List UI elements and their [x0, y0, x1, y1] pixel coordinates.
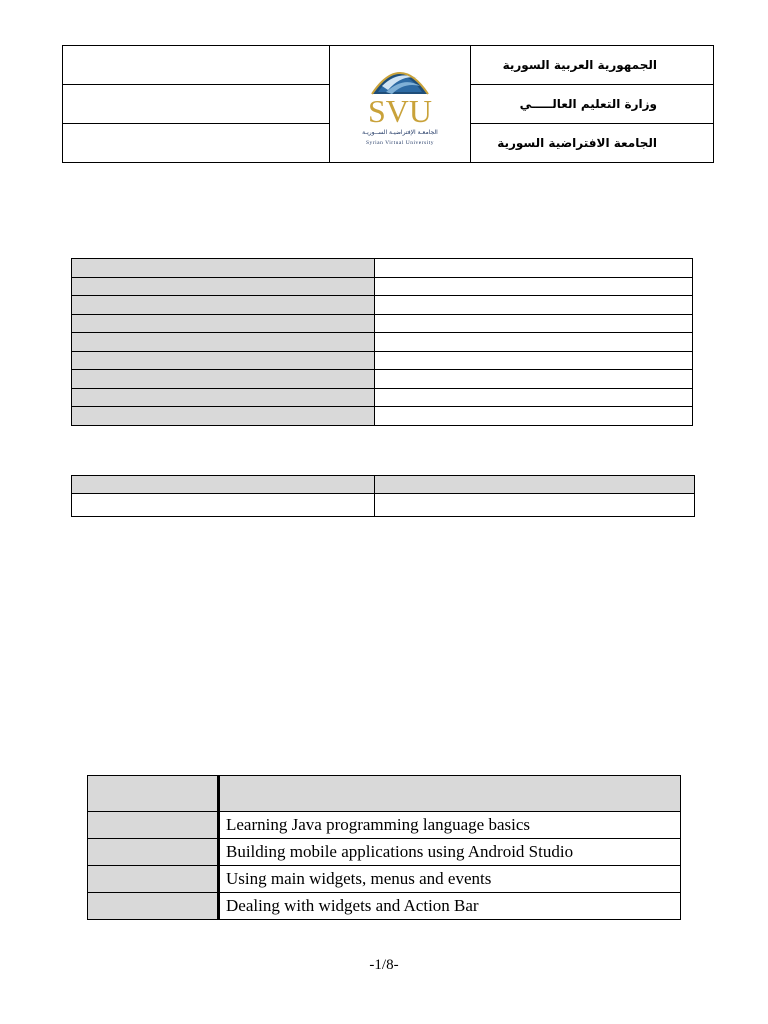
header-cell — [72, 476, 375, 494]
info-label-cell — [72, 351, 375, 370]
header-empty-cell — [63, 46, 330, 85]
logo-english-caption: Syrian Virtual University — [366, 139, 434, 146]
info-label-cell — [72, 314, 375, 333]
svu-logo — [348, 52, 452, 157]
row-number-cell — [88, 866, 219, 893]
table-row — [72, 277, 693, 296]
table-row — [72, 333, 693, 352]
table-header-row — [88, 776, 681, 812]
row-number-cell — [88, 812, 219, 839]
info-label-cell — [72, 388, 375, 407]
row-number-cell — [88, 839, 219, 866]
info-label-cell — [72, 407, 375, 426]
info-label-cell — [72, 370, 375, 389]
info-label-cell — [72, 296, 375, 315]
table-row — [88, 812, 681, 839]
table-header-row — [72, 476, 695, 494]
info-value-cell — [375, 277, 693, 296]
table-row — [88, 866, 681, 893]
header-cell — [88, 776, 219, 812]
info-value-cell — [375, 407, 693, 426]
page-number: -1/8- — [369, 957, 399, 973]
objective-text: Using main widgets, menus and events — [219, 866, 681, 893]
header-cell — [219, 776, 681, 812]
value-cell — [72, 494, 375, 517]
row-number-cell — [88, 893, 219, 920]
table-row — [72, 370, 693, 389]
table-row — [72, 351, 693, 370]
info-value-cell — [375, 388, 693, 407]
table-row — [72, 296, 693, 315]
info-value-cell — [375, 259, 693, 278]
logo-cell — [330, 46, 471, 163]
objective-text: Dealing with widgets and Action Bar — [219, 893, 681, 920]
svu-logo-icon — [348, 52, 452, 152]
header-table — [62, 45, 714, 163]
info-table — [71, 258, 693, 426]
table-row — [88, 893, 681, 920]
header-empty-cell — [63, 124, 330, 163]
info-value-cell — [375, 333, 693, 352]
header-empty-cell — [63, 85, 330, 124]
info-value-cell — [375, 296, 693, 315]
logo-arabic-caption: الجامعـة الإفتراضيـة الســوريـة — [362, 128, 438, 136]
info-label-cell — [72, 277, 375, 296]
info-value-cell — [375, 351, 693, 370]
table-row — [88, 839, 681, 866]
small-table — [71, 475, 695, 517]
table-row — [72, 407, 693, 426]
info-value-cell — [375, 314, 693, 333]
objective-text: Building mobile applications using Android Studio — [219, 839, 681, 866]
info-label-cell — [72, 259, 375, 278]
header-line-3: الجامعة الافتراضية السورية — [471, 124, 714, 163]
header-cell — [375, 476, 695, 494]
info-label-cell — [72, 333, 375, 352]
info-value-cell — [375, 370, 693, 389]
table-row — [72, 314, 693, 333]
logo-letters: SVU — [367, 92, 433, 129]
table-row — [72, 259, 693, 278]
header-line-1: الجمهورية العربية السورية — [471, 46, 714, 85]
header-line-2: وزارة التعليم العالـــــي — [471, 85, 714, 124]
table-row — [72, 494, 695, 517]
objective-text: Learning Java programming language basics — [219, 812, 681, 839]
value-cell — [375, 494, 695, 517]
table-row — [72, 388, 693, 407]
objectives-table — [87, 775, 681, 920]
